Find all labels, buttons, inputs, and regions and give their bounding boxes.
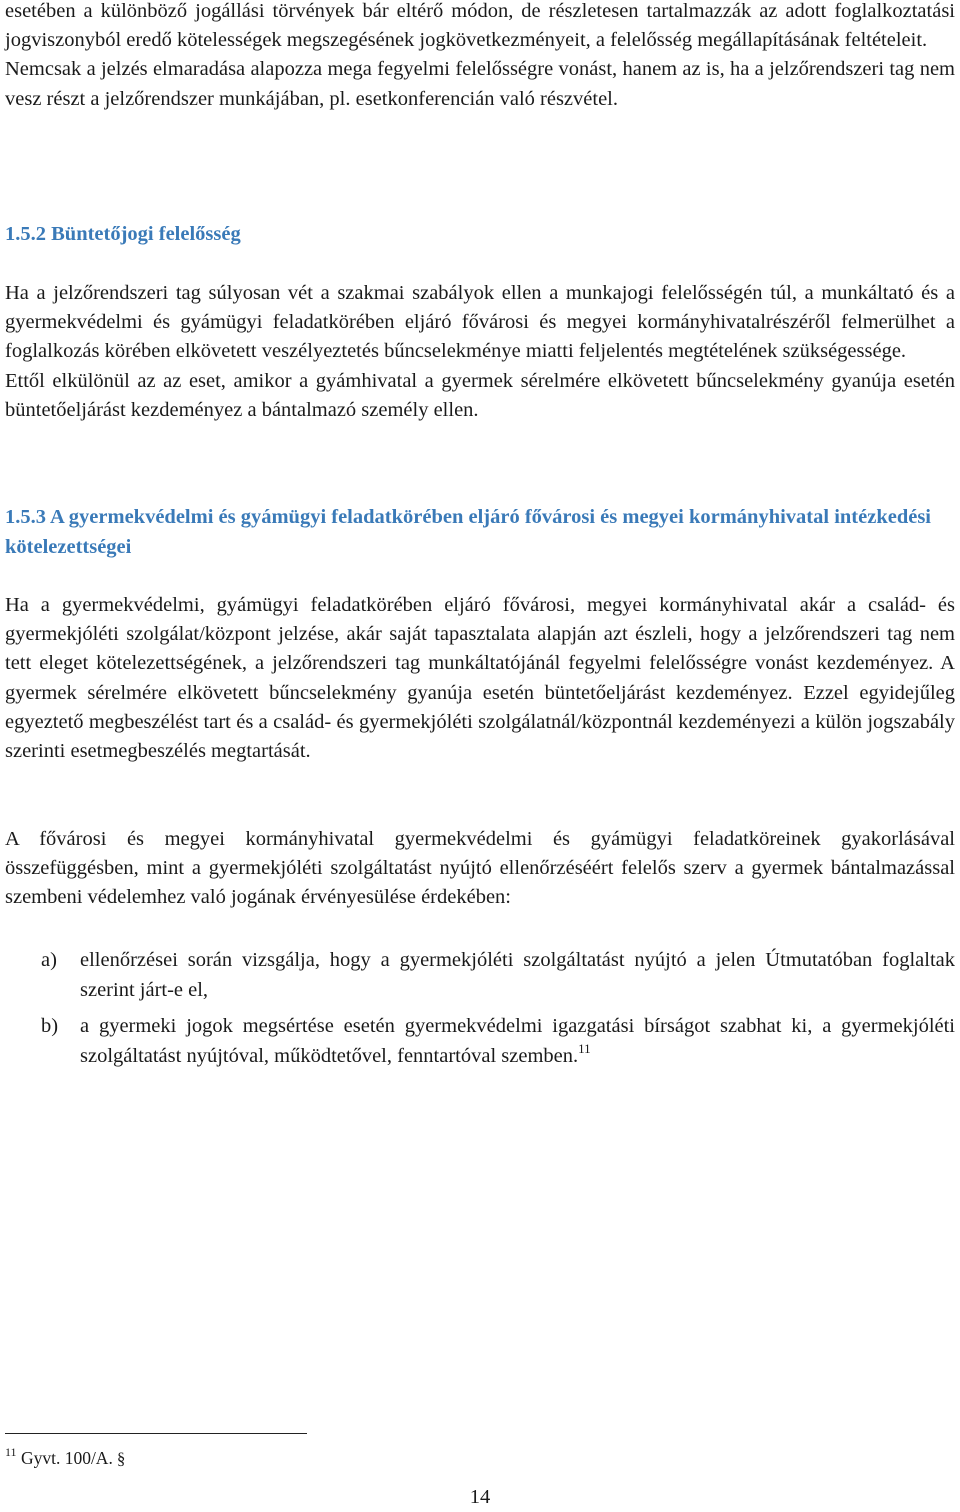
section-1-5-3-paragraph-1: Ha a gyermekvédelmi, gyámügyi feladatkörében eljáró fővárosi, megyei kormányhivatal akár a család- és gyermekjóléti szolgálat/központ jelzése, akár saját tapasztalata alapján azt észleli, hogy a jelzőrendszeri tag nem tett eleget kötelezettségének, a jelzőrendszeri tag munkáltatójánál fegyelmi felelősségre vonást kezdeményez. A gyermek sérelmére elkövetett bűncselekmény gyanúja esetén büntetőeljárást kezdeményez. Ezzel egyidejűleg egyeztető megbeszélést tart és a család- és gyermekjóléti szolgálatnál/központnál kezdeményezi a külön jogszabály szerinti esetmegbeszélés megtartását.: [5, 594, 955, 763]
list-item: [5, 1011, 955, 1071]
footnote-reference[interactable]: 11: [578, 1041, 591, 1056]
list-marker: b): [41, 1015, 59, 1037]
section-1-5-3-body-2: [5, 825, 955, 913]
list-item-text: ellenőrzései során vizsgálja, hogy a gyermekjóléti szolgáltatást nyújtó a jelen Útmutatóban foglaltak szerint járt-e el,: [80, 949, 955, 1001]
section-1-5-3-paragraph-2: A fővárosi és megyei kormányhivatal gyermekvédelmi és gyámügyi feladatköreinek gyakorlásával összefüggésben, mint a gyermekjóléti szolgáltatást nyújtó ellenőrzéséért felelős szerv a gyermek bántalmazással szembeni védelemhez való jogának érvényesülése érdekében:: [5, 828, 955, 909]
section-1-5-2-paragraph-2: Ettől elkülönül az az eset, amikor a gyámhivatal a gyermek sérelmére elkövetett bűncselekmény gyanúja esetén büntetőeljárást kezdeményez a bántalmazó személy ellen.: [5, 369, 955, 421]
section-1-5-3-body-1: [5, 591, 955, 766]
footnote: [5, 1445, 129, 1472]
page-number: 14: [469, 1486, 491, 1508]
list-marker: a): [41, 949, 57, 971]
footnote-separator: [5, 1433, 307, 1434]
footnote-number: 11: [5, 1445, 17, 1459]
intro-block: [5, 0, 955, 114]
section-1-5-2-paragraph-1: Ha a jelzőrendszeri tag súlyosan vét a szakmai szabályok ellen a munkajogi felelősségén túl, a munkáltató és a gyermekvédelmi és gyámügyi feladatkörében eljáró fővárosi és megyei kormányhivatalrészéről felmerülhet a foglalkozás körében elkövetett veszélyeztetés bűncselekménye miatti feljelentés megtételének szükségessége.: [5, 282, 955, 363]
section-1-5-2-body: [5, 279, 955, 425]
list-item-text: a gyermeki jogok megsértése esetén gyermekvédelmi igazgatási bírságot szabhat ki, a gyermekjóléti szolgáltatást nyújtóval, működtetővel, fenntartóval szemben.: [80, 1015, 955, 1067]
section-1-5-3: [5, 502, 955, 562]
intro-paragraph-1: esetében a különböző jogállási törvények bár eltérő módon, de részletesen tartalmazzák az adott foglalkoztatási jogviszonyból eredő kötelességek megszegésének jogkövetkezményeit, a felelősség megállapításának feltételeit.: [5, 0, 955, 52]
section-heading-1-5-3: 1.5.3 A gyermekvédelmi és gyámügyi feladatkörében eljáró fővárosi és megyei kormányhivatal intézkedési kötelezettségei: [5, 506, 931, 558]
section-sign-icon: §: [116, 1449, 126, 1468]
obligations-list: [5, 945, 955, 1071]
section-1-5-3-list: [5, 945, 955, 1071]
list-item: [5, 945, 955, 1005]
intro-paragraph-2: Nemcsak a jelzés elmaradása alapozza mega fegyelmi felelősségre vonást, hanem az is, ha a jelzőrendszeri tag nem vesz részt a jelzőrendszer munkájában, pl. esetkonferencián való részvétel.: [5, 58, 955, 110]
section-heading-1-5-2: 1.5.2 Büntetőjogi felelősség: [5, 223, 241, 245]
footnote-text: Gyvt. 100/A.: [20, 1448, 113, 1468]
section-1-5-2: [5, 219, 955, 249]
